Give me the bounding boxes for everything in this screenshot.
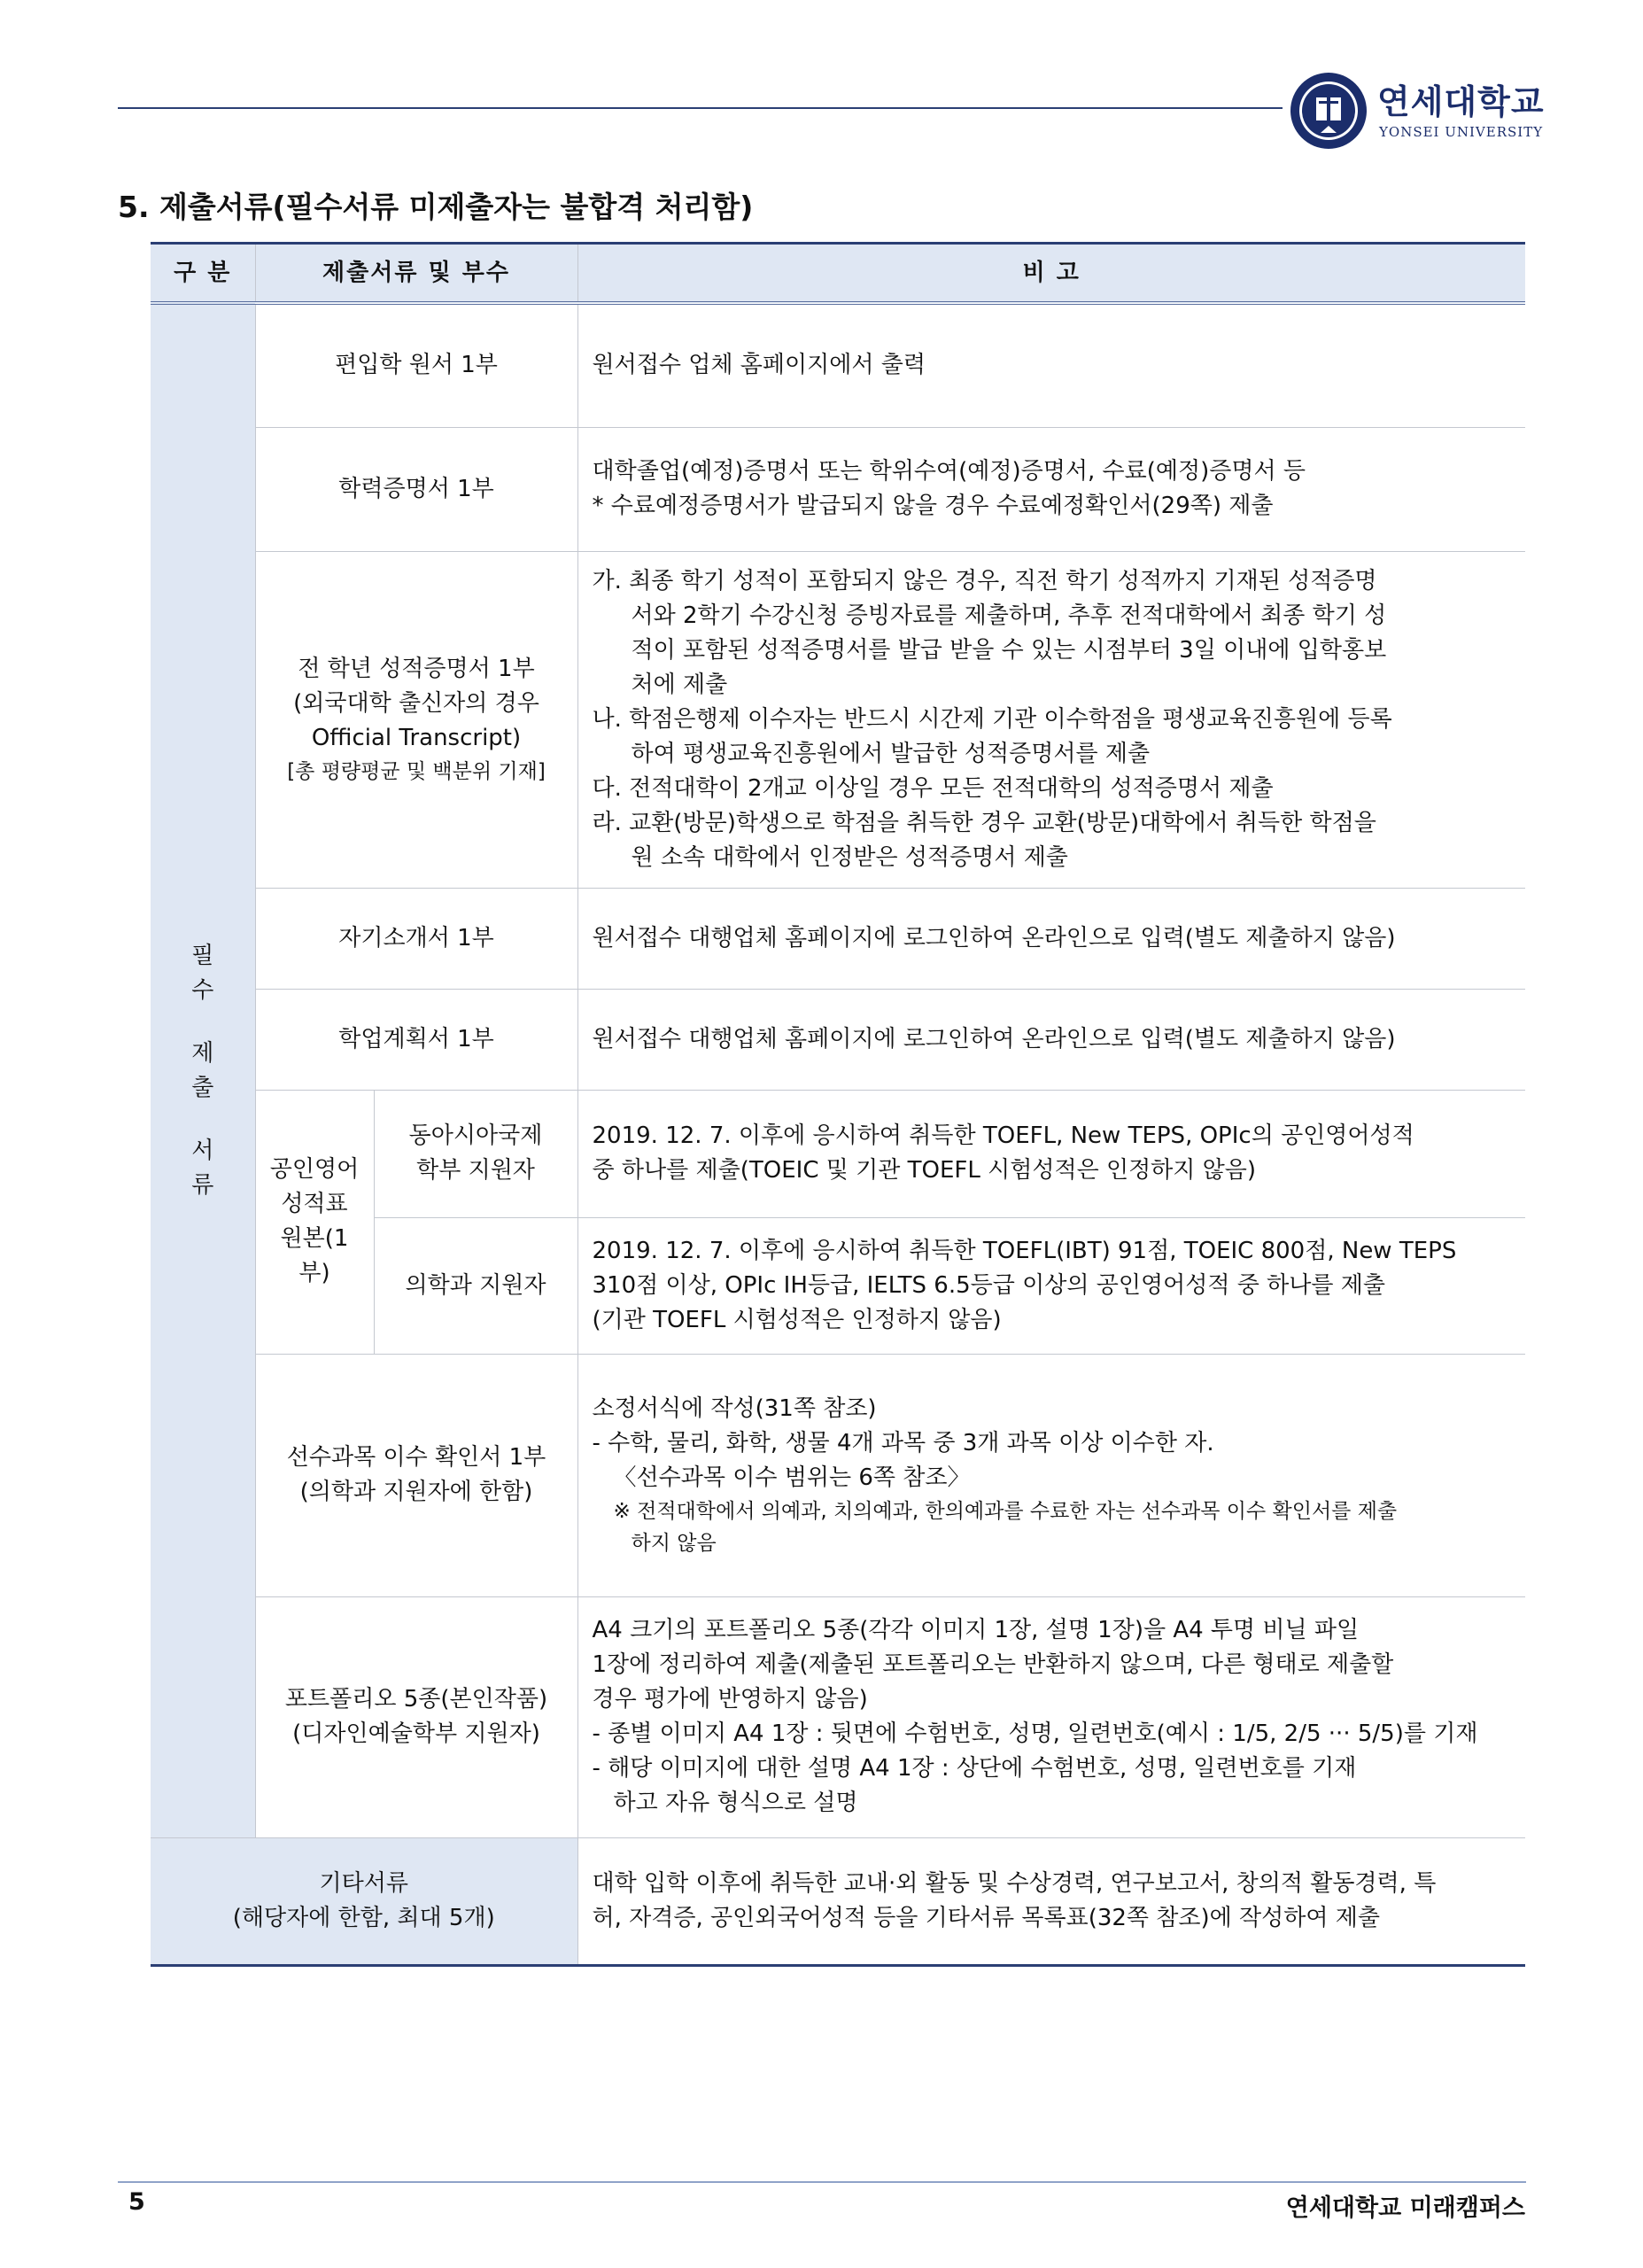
note-application: 원서접수 업체 홈페이지에서 출력 [577, 303, 1525, 427]
doc-degree: 학력증명서 1부 [255, 427, 577, 551]
table-row [151, 1090, 1525, 1217]
note-degree: 대학졸업(예정)증명서 또는 학위수여(예정)증명서, 수료(예정)증명서 등 * 수료예정증명서가 발급되지 않을 경우 수료예정확인서(29쪽) 제출 [577, 427, 1525, 551]
table-row [151, 989, 1525, 1090]
sub-medicine: 의학과 지원자 [374, 1217, 577, 1354]
page-number: 5 [128, 2188, 145, 2216]
note-medicine: 2019. 12. 7. 이후에 응시하여 취득한 TOEFL(IBT) 91점, TOEIC 800점, New TEPS 310점 이상, OPIc IH등급, IELTS 6.5등급 이상의 공인영어성적 중 하나를 제출 (기관 TOEFL 시험성적은 인정하지 않음) [577, 1217, 1525, 1354]
doc-study-plan: 학업계획서 1부 [255, 989, 577, 1090]
table-header-row [151, 244, 1525, 304]
table-row [151, 427, 1525, 551]
note-east-asia: 2019. 12. 7. 이후에 응시하여 취득한 TOEFL, New TEPS, OPIc의 공인영어성적 중 하나를 제출(TOEIC 및 기관 TOEFL 시험성적은 인정하지 않음) [577, 1090, 1525, 1217]
university-logo [1289, 71, 1546, 151]
note-portfolio: A4 크기의 포트폴리오 5종(각각 이미지 1장, 설명 1장)을 A4 투명 비닐 파일 1장에 정리하여 제출(제출된 포트폴리오는 반환하지 않으며, 다른 형태로 제출할 경우 평가에 반영하지 않음) - 종별 이미지 A4 1장 : 뒷면에 수험번호, 성명, 일련번호(예시 : 1/5, 2/5 ··· 5/5)를 기재 - 해당 이미지에 대한 설명 A4 1장 : 상단에 수험번호, 성명, 일련번호를 기재 하고 자유 형식으로 설명 [577, 1596, 1525, 1837]
doc-transcript: 전 학년 성적증명서 1부 (외국대학 출신자의 경우 Official Transcript) [총 평량평균 및 백분위 기재] [255, 551, 577, 888]
table-row [151, 1596, 1525, 1837]
doc-application: 편입학 원서 1부 [255, 303, 577, 427]
table-row [151, 888, 1525, 989]
category-required: 필 수 제 출 서 류 [151, 303, 255, 1837]
header-documents: 제출서류 및 부수 [255, 244, 577, 304]
logo-name: 연세대학교 [1377, 82, 1545, 121]
university-seal-icon [1289, 71, 1368, 151]
table-row [151, 551, 1525, 888]
footer-campus-name: 연세대학교 미래캠퍼스 [1285, 2194, 1525, 2222]
table-row [151, 1354, 1525, 1596]
note-transcript: 가. 최종 학기 성적이 포함되지 않은 경우, 직전 학기 성적까지 기재된 성적증명 서와 2학기 수강신청 증빙자료를 제출하며, 추후 전적대학에서 최종 학기 성 적이 포함된 성적증명서를 발급 받을 수 있는 시점부터 3일 이내에 입학홍보 처에 제출 나. 학점은행제 이수자는 반드시 시간제 기관 이수학점을 평생교육진흥원에 등록 하여 평생교육진흥원에서 발급한 성적증명서를 제출 다. 전적대학이 2개교 이상일 경우 모든 전적대학의 성적증명서 제출 라. 교환(방문)학생으로 학점을 취득한 경우 교환(방문)대학에서 취득한 학점을 원 소속 대학에서 인정받은 성적증명서 제출 [577, 551, 1525, 888]
note-other: 대학 입학 이후에 취득한 교내·외 활동 및 수상경력, 연구보고서, 창의적 활동경력, 특 허, 자격증, 공인외국어성적 등을 기타서류 목록표(32쪽 참조)에 작성하여 제출 [577, 1837, 1525, 1965]
header-rule [118, 107, 1283, 109]
doc-prereq: 선수과목 이수 확인서 1부 (의학과 지원자에 한함) [255, 1354, 577, 1596]
documents-table [151, 242, 1525, 1967]
footer-rule [118, 2181, 1526, 2183]
table-row [151, 303, 1525, 427]
logo-english-name: YONSEI UNIVERSITY [1379, 124, 1544, 140]
note-study-plan: 원서접수 대행업체 홈페이지에 로그인하여 온라인으로 입력(별도 제출하지 않음) [577, 989, 1525, 1090]
header-category: 구 분 [151, 244, 255, 304]
note-self-intro: 원서접수 대행업체 홈페이지에 로그인하여 온라인으로 입력(별도 제출하지 않음) [577, 888, 1525, 989]
section-title: 5. 제출서류(필수서류 미제출자는 불합격 처리함) [118, 190, 754, 224]
sub-east-asia: 동아시아국제 학부 지원자 [374, 1090, 577, 1217]
header-remarks: 비 고 [577, 244, 1525, 304]
category-other: 기타서류 (해당자에 한함, 최대 5개) [151, 1837, 577, 1965]
note-prereq: 소정서식에 작성(31쪽 참조) - 수학, 물리, 화학, 생물 4개 과목 중 3개 과목 이상 이수한 자. 〈선수과목 이수 범위는 6쪽 참조〉 ※ 전적대학에서 의예과, 치의예과, 한의예과를 수료한 자는 선수과목 이수 확인서를 제출 하지 않음 [577, 1354, 1525, 1596]
doc-english-score: 공인영어 성적표 원본(1부) [255, 1090, 374, 1354]
table-row [151, 1837, 1525, 1965]
doc-portfolio: 포트폴리오 5종(본인작품) (디자인예술학부 지원자) [255, 1596, 577, 1837]
doc-self-intro: 자기소개서 1부 [255, 888, 577, 989]
